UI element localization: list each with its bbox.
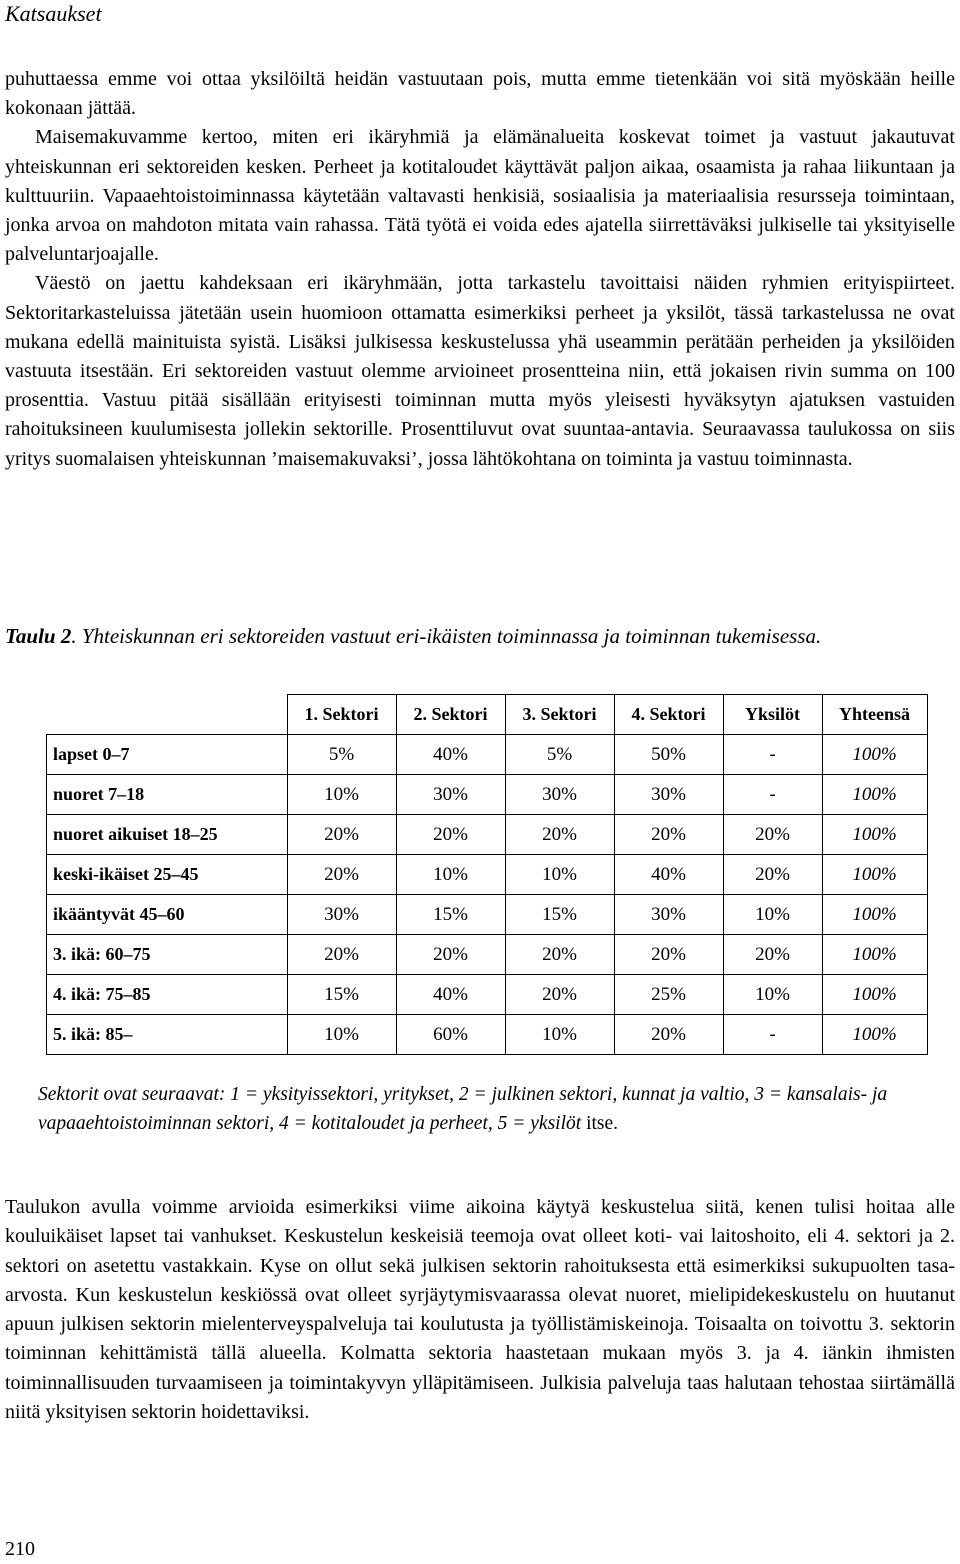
- table-cell: 10%: [505, 855, 614, 895]
- table-cell: 20%: [396, 815, 505, 855]
- table-row: [47, 775, 928, 815]
- caption-text: . Yhteiskunnan eri sektoreiden vastuut eri-ikäisten toiminnassa ja toiminnan tukemisessa.: [71, 624, 822, 648]
- table-corner: [47, 695, 288, 735]
- table-cell: 100%: [822, 775, 927, 815]
- row-label: 5. ikä: 85–: [47, 1015, 288, 1055]
- table-cell: 100%: [822, 895, 927, 935]
- table-cell: 100%: [822, 935, 927, 975]
- table-cell: 100%: [822, 1015, 927, 1055]
- column-header: 2. Sektori: [396, 695, 505, 735]
- table-cell: 20%: [505, 975, 614, 1015]
- paragraph-1-part-a: puhuttaessa emme voi ottaa yksilöiltä heidän vastuutaan pois, mutta emme tietenkään voi sitä myöskään heille kokonaan jättää.: [5, 68, 955, 120]
- sector-responsibility-table: [46, 694, 928, 1055]
- row-label: 4. ikä: 75–85: [47, 975, 288, 1015]
- table-cell: 30%: [614, 775, 723, 815]
- row-label: ikääntyvät 45–60: [47, 895, 288, 935]
- table-cell: 30%: [287, 895, 396, 935]
- table-cell: 100%: [822, 735, 927, 775]
- table-cell: 40%: [396, 975, 505, 1015]
- table-cell: 10%: [287, 775, 396, 815]
- column-header: Yhteensä: [822, 695, 927, 735]
- table-cell: 30%: [396, 775, 505, 815]
- table-cell: 100%: [822, 815, 927, 855]
- table-cell: 20%: [505, 815, 614, 855]
- table-cell: 15%: [505, 895, 614, 935]
- column-header: 1. Sektori: [287, 695, 396, 735]
- table-cell: -: [723, 735, 822, 775]
- table-cell: 20%: [287, 935, 396, 975]
- table-caption: [5, 622, 955, 651]
- row-label: 3. ikä: 60–75: [47, 935, 288, 975]
- note-plain: itse.: [581, 1113, 619, 1134]
- table-cell: 30%: [505, 775, 614, 815]
- table-cell: 30%: [614, 895, 723, 935]
- table-cell: 20%: [287, 855, 396, 895]
- table-cell: 100%: [822, 855, 927, 895]
- table-cell: 10%: [723, 895, 822, 935]
- paragraph-1-part-b: Maisemakuvamme kertoo, miten eri ikäryhmiä ja elämänalueita koskevat toimet ja vastuut jakautuvat yhteiskunnan eri sektoreiden kesken. Perheet ja kotitaloudet käyttävät paljon aikaa, osaamista ja rahaa liikuntaan ja kulttuuriin. Vapaaehtoistoiminnassa käytetään valtavasti henkisiä, sosiaalisia ja materiaalisia resursseja toimintaan, jonka arvoa on mahdoton mitata vain rahassa. Tätä työtä ei voida edes ajatella siirrettäväksi julkiselle tai yksityiselle palveluntarjoajalle.: [5, 126, 955, 266]
- paragraph-1-part-c: Väestö on jaettu kahdeksaan eri ikäryhmään, jotta tarkastelu tavoittaisi näiden ryhmien erityispiirteet. Sektoritarkasteluissa jätetään usein huomioon ottamatta esimerkiksi perheet ja yksilöt, tässä tarkastelussa ne ovat mukana edellä mainituista syistä. Lisäksi julkisessa keskustelussa yhä useammin perätään perheiden ja yksilöiden vastuuta itsestään. Eri sektoreiden vastuut olemme arvioineet prosentteina niin, että jokaisen rivin summa on 100 prosenttia. Vastuu pitää sisällään erityisesti toiminnan mutta myös yleisesti hyväksytyn ajatuksen vastuiden rahoituksineen kuulumisesta jollekin sektorille. Prosenttiluvut ovat suuntaa-antavia. Seuraavassa taulukossa on siis yritys suomalaisen yhteiskunnan ’maisemakuvaksi’, jossa lähtökohtana on toiminta ja vastuu toiminnasta.: [5, 272, 955, 470]
- row-label: lapset 0–7: [47, 735, 288, 775]
- table-cell: 60%: [396, 1015, 505, 1055]
- table-cell: -: [723, 1015, 822, 1055]
- table-cell: 20%: [287, 815, 396, 855]
- table-header-row: [47, 695, 928, 735]
- table-cell: 20%: [614, 935, 723, 975]
- table-cell: 15%: [287, 975, 396, 1015]
- table-cell: 20%: [396, 935, 505, 975]
- table-cell: 50%: [614, 735, 723, 775]
- table-cell: 20%: [614, 1015, 723, 1055]
- body-paragraph-2: Taulukon avulla voimme arvioida esimerkiksi viime aikoina käytyä keskustelua siitä, kenen tulisi hoitaa alle kouluikäiset lapset tai vanhukset. Keskustelun keskeisiä teemoja ovat olleet koti- vai laitoshoito, eli 4. sektori ja 2. sektori on asetettu vastakkain. Kyse on ollut sekä julkisen sektorin rahoituksesta että esimerkiksi sukupuolten tasa-arvosta. Kun keskustelun keskiössä ovat olleet syrjäytymisvaarassa olevat nuoret, mielipidekeskustelu on huutanut apuun julkisen sektorin mielenterveyspalveluja tai koulutusta ja työllistämiskeinoja. Toisaalta on toivottu 3. sektorin toiminnan kehittämistä tällä alueella. Kolmatta sektoria haastetaan mukaan myös 3. ja 4. iänkin ihmisten toiminnallisuuden turvaamiseen ja toimintakyvyn ylläpitämiseen. Julkisia palveluja taas halutaan tehostaa siirtämällä niitä yksityisen sektorin hoidettaviksi.: [5, 1196, 955, 1424]
- table-cell: 20%: [614, 815, 723, 855]
- table-cell: 25%: [614, 975, 723, 1015]
- table-row: [47, 1015, 928, 1055]
- table-cell: 10%: [396, 855, 505, 895]
- column-header: 4. Sektori: [614, 695, 723, 735]
- table-row: [47, 895, 928, 935]
- table-cell: 20%: [723, 855, 822, 895]
- table-cell: 20%: [505, 935, 614, 975]
- table-cell: 100%: [822, 975, 927, 1015]
- table-note: [38, 1080, 918, 1138]
- table-cell: 10%: [287, 1015, 396, 1055]
- table-row: [47, 735, 928, 775]
- note-italic: Sektorit ovat seuraavat: 1 = yksityissektori, yritykset, 2 = julkinen sektori, kunnat ja valtio, 3 = kansalais- ja vapaaehtoistoiminnan sektori, 4 = kotitaloudet ja perheet, 5 = yksilöt: [38, 1084, 888, 1134]
- running-header: Katsaukset: [5, 1, 102, 26]
- row-label: nuoret aikuiset 18–25: [47, 815, 288, 855]
- table-cell: 40%: [396, 735, 505, 775]
- table-row: [47, 975, 928, 1015]
- body-paragraph-1: [5, 65, 955, 474]
- column-header: Yksilöt: [723, 695, 822, 735]
- caption-label: Taulu 2: [5, 624, 72, 648]
- table-cell: 40%: [614, 855, 723, 895]
- table-cell: 5%: [287, 735, 396, 775]
- table-row: [47, 815, 928, 855]
- table-cell: 20%: [723, 935, 822, 975]
- table-cell: -: [723, 775, 822, 815]
- table-cell: 15%: [396, 895, 505, 935]
- column-header: 3. Sektori: [505, 695, 614, 735]
- table-cell: 10%: [723, 975, 822, 1015]
- table-cell: 10%: [505, 1015, 614, 1055]
- table-cell: 20%: [723, 815, 822, 855]
- page-number: 210: [5, 1538, 35, 1560]
- row-label: nuoret 7–18: [47, 775, 288, 815]
- row-label: keski-ikäiset 25–45: [47, 855, 288, 895]
- table-row: [47, 935, 928, 975]
- table-row: [47, 855, 928, 895]
- table-cell: 5%: [505, 735, 614, 775]
